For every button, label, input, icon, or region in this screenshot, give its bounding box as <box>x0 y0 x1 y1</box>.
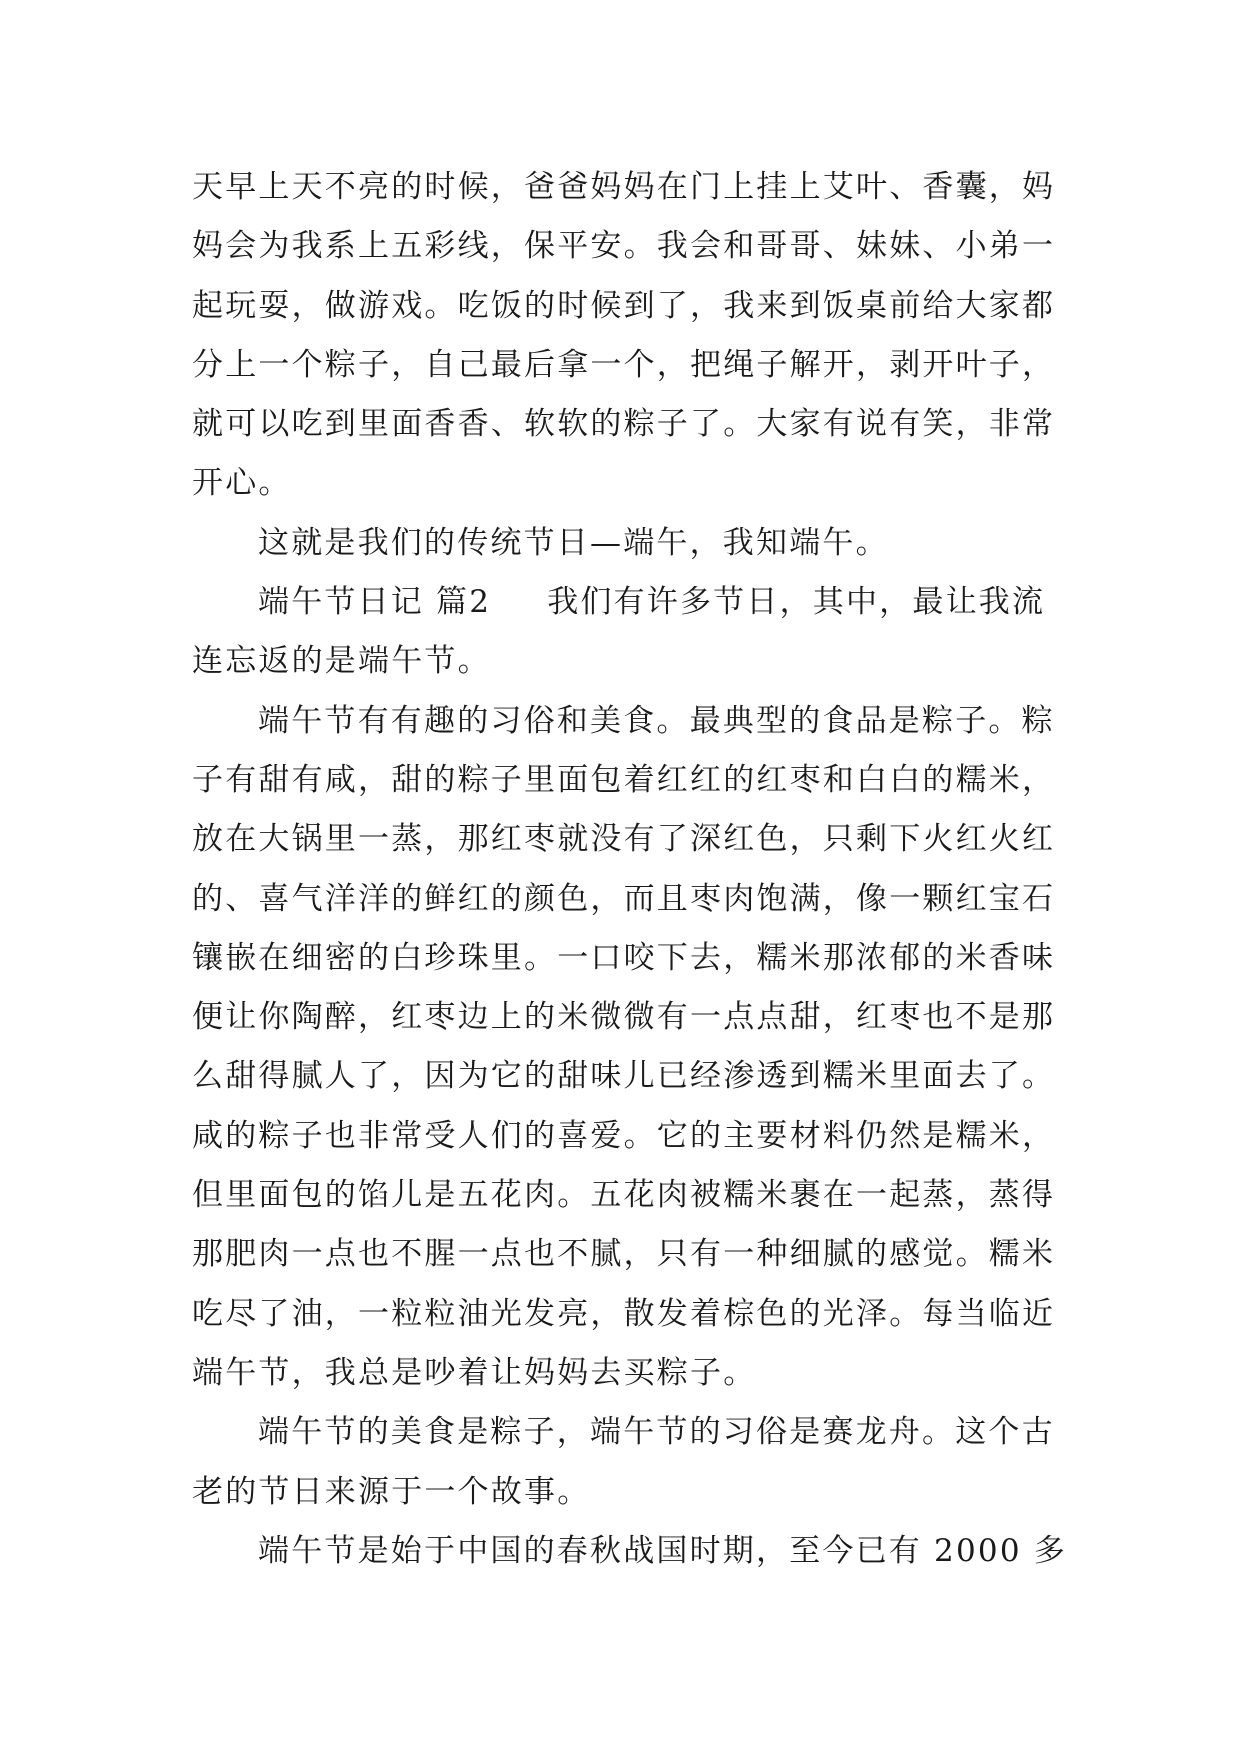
text-line: 分上一个粽子，自己最后拿一个，把绳子解开，剥开叶子， <box>192 346 1056 383</box>
text-line: 吃尽了油，一粒粒油光发亮，散发着棕色的光泽。每当临近 <box>192 1295 1056 1332</box>
text-line: 妈会为我系上五彩线，保平安。我会和哥哥、妹妹、小弟一 <box>192 228 1056 265</box>
text-line: 镶嵌在细密的白珍珠里。一口咬下去，糯米那浓郁的米香味 <box>192 939 1056 976</box>
section-heading-line <box>192 573 1072 632</box>
text-line: 天早上天不亮的时候，爸爸妈妈在门上挂上艾叶、香囊，妈 <box>192 169 1056 205</box>
text-line: 连忘返的是端午节。 <box>192 643 491 680</box>
text-line: 这就是我们的传统节日—端午，我知端午。 <box>258 524 889 561</box>
text-line: 放在大锅里一蒸，那红枣就没有了深红色，只剩下火红火红 <box>192 821 1056 858</box>
text-line: 咸的粽子也非常受人们的喜爱。它的主要材料仍然是糯米， <box>192 1117 1056 1154</box>
text-line: 开心。 <box>192 465 292 502</box>
text-line: 就可以吃到里面香香、软软的粽子了。大家有说有笑，非常 <box>192 406 1056 443</box>
text-line: 子有甜有咸，甜的粽子里面包着红红的红枣和白白的糯米， <box>192 761 1056 798</box>
text-line: 便让你陶醉，红枣边上的米微微有一点点甜，红枣也不是那 <box>192 999 1056 1036</box>
text-line: 端午节，我总是吵着让妈妈去买粽子。 <box>192 1354 757 1391</box>
text-line: 老的节日来源于一个故事。 <box>192 1473 591 1510</box>
section-heading: 端午节日记 篇2 <box>258 584 492 621</box>
text-line: 那肥肉一点也不腥一点也不腻，只有一种细腻的感觉。糯米 <box>192 1236 1056 1273</box>
text-line: 么甜得腻人了，因为它的甜味儿已经渗透到糯米里面去了。 <box>192 1058 1056 1095</box>
text-line: 但里面包的馅儿是五花肉。五花肉被糯米裹在一起蒸，蒸得 <box>192 1177 1056 1214</box>
article-body <box>192 158 1072 1581</box>
text-line: 端午节的美食是粽子，端午节的习俗是赛龙舟。这个古 <box>258 1414 1055 1451</box>
text-line: 我们有许多节日，其中，最让我流 <box>547 584 1046 621</box>
text-line: 的、喜气洋洋的鲜红的颜色，而且枣肉饱满，像一颗红宝石 <box>192 880 1056 917</box>
text-line: 起玩耍，做游戏。吃饭的时候到了，我来到饭桌前给大家都 <box>192 287 1056 324</box>
text-line: 端午节有有趣的习俗和美食。最典型的食品是粽子。粽 <box>258 702 1055 739</box>
text-line: 端午节是始于中国的春秋战国时期，至今已有 2000 多 <box>258 1532 1067 1569</box>
